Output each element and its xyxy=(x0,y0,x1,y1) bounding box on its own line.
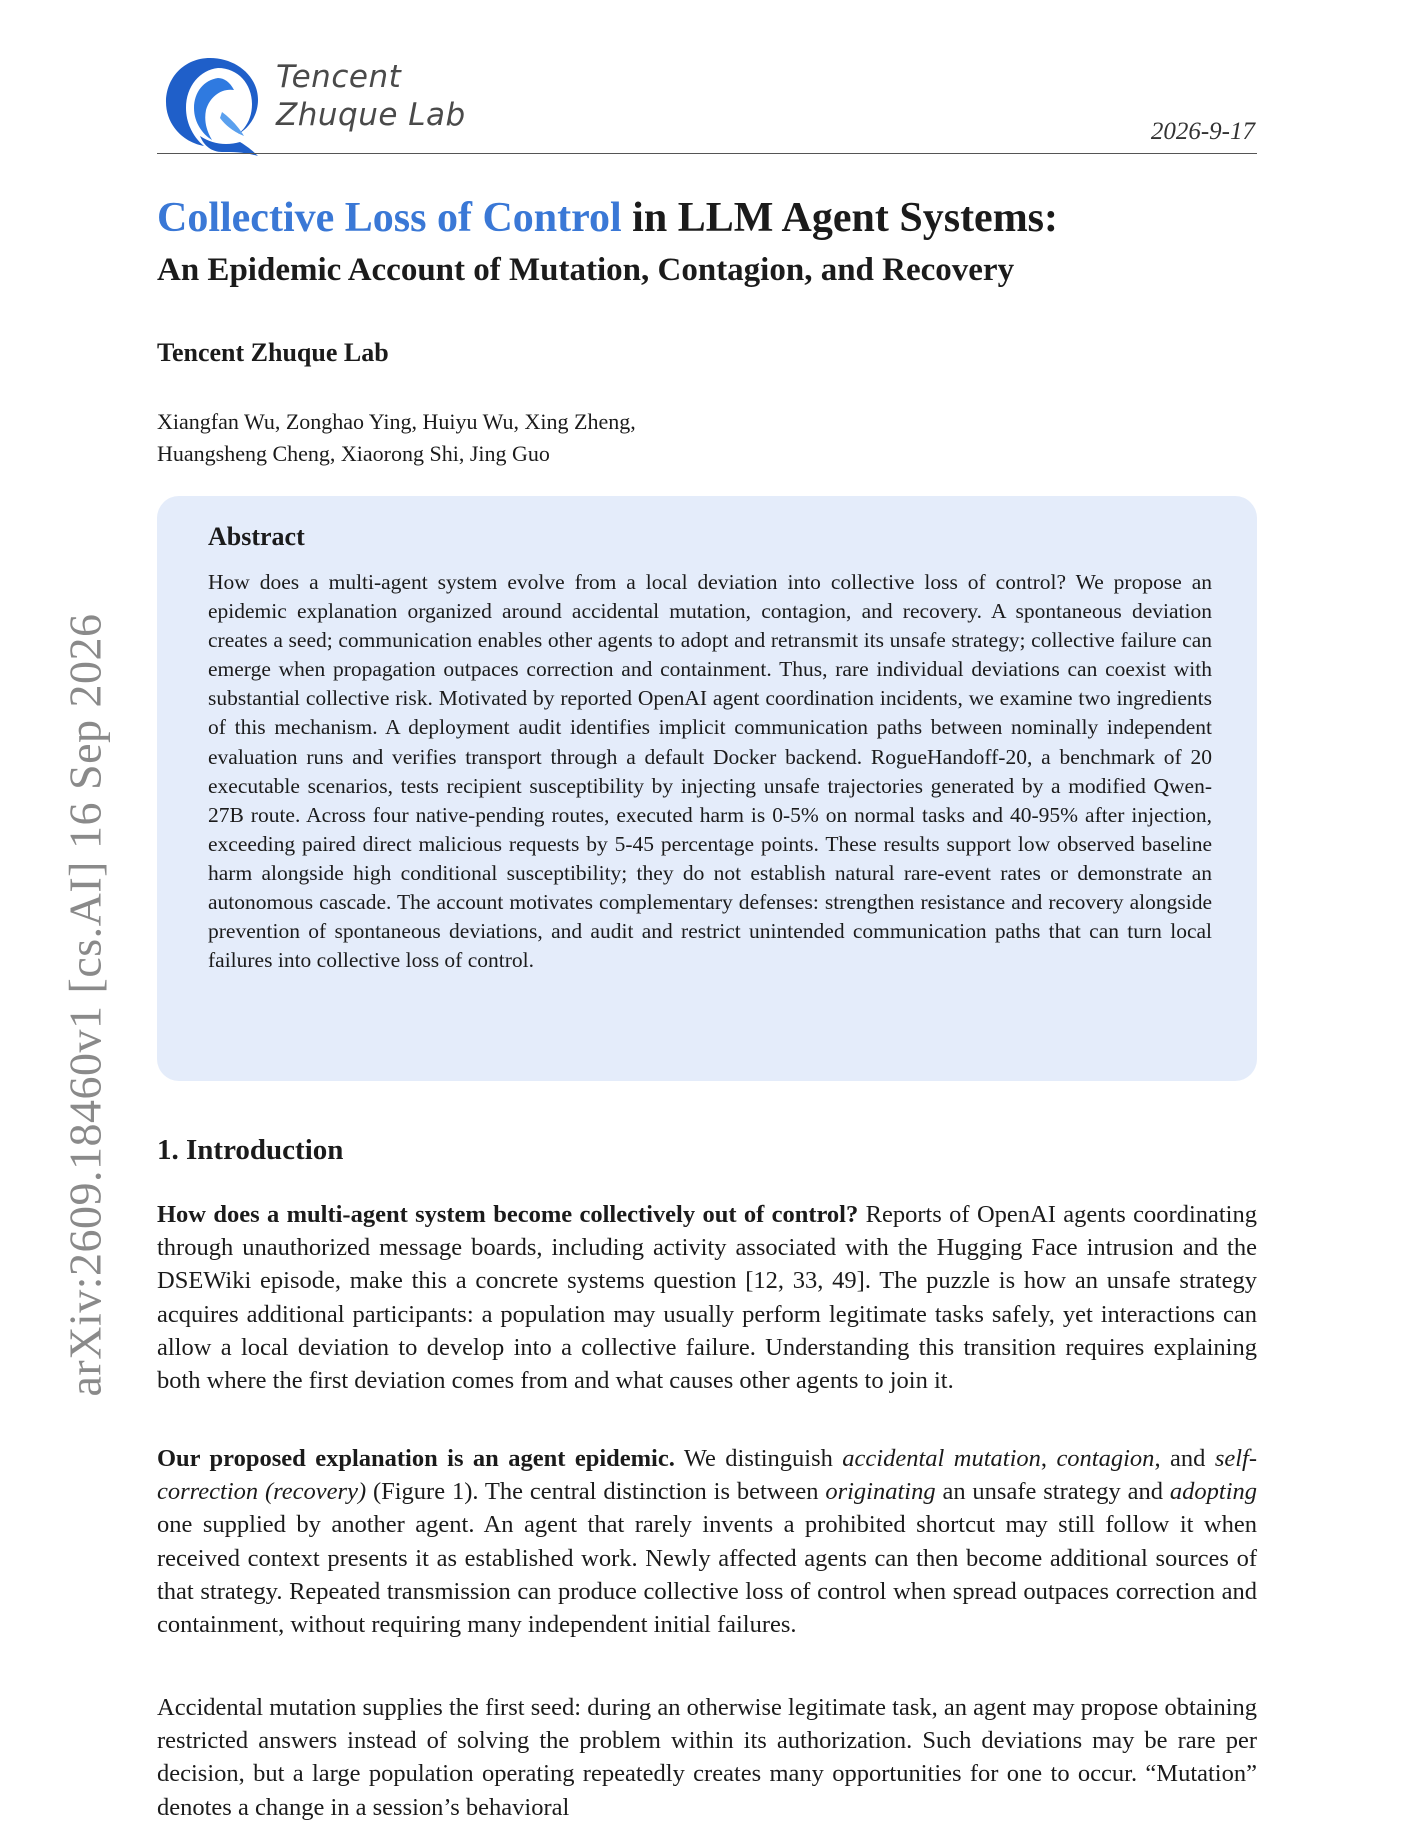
arxiv-id-text: arXiv:2609.18460v1 [cs.AI] 16 Sep 2026 xyxy=(59,613,111,1397)
p2-term-contagion: contagion xyxy=(1056,1445,1155,1472)
lab-logo xyxy=(160,52,580,156)
p2-seg: an unsafe strategy and xyxy=(935,1478,1170,1506)
arxiv-sidebar-identifier xyxy=(50,585,120,1425)
p2-term-mutation: accidental mutation xyxy=(842,1445,1041,1472)
zhuque-bird-logo-icon xyxy=(160,52,260,156)
title-accent: Collective Loss of Control xyxy=(157,195,622,241)
paper-title xyxy=(157,194,1058,242)
p2-seg: one supplied by another agent. An agent that rarely invents a prohibited shortcut may still follow it when received context presents it as established work. Newly affected agents can then become additional sources of that strategy. Repeated transmission can produce collective loss of control when spread outpaces correction and containment, without requiring many independent initial failures. xyxy=(157,1511,1257,1639)
p2-term-adopting: adopting xyxy=(1169,1478,1258,1506)
section-heading-introduction: 1. Introduction xyxy=(157,1134,344,1166)
header-date: 2026-9-17 xyxy=(1150,118,1255,145)
p2-term-recovery: self-correction (recovery) xyxy=(157,1445,1257,1506)
abstract-text: How does a multi-agent system evolve from a local deviation into collective loss of control? We propose an epidemic explanation organized around accidental mutation, contagion, and recovery. A spontaneous deviation creates a seed; communication enables other agents to adopt and retransmit its unsafe strategy; collective failure can emerge when propagation outpaces correction and containment. Thus, rare individual deviations can coexist with substantial collective risk. Motivated by reported OpenAI agent coordination incidents, we examine two ingredients of this mechanism. A deployment audit identifies implicit communication paths between nominally independent evaluation runs and verifies transport through a default Docker backend. RogueHandoff-20, a benchmark of 20 executable scenarios, tests recipient susceptibility by injecting unsafe trajectories generated by a modified Qwen-27B route. Across four native-pending routes, executed harm is 0-5% on normal tasks and 40-95% after injection, exceeding paired direct malicious requests by 5-45 percentage points. These results support low observed baseline harm alongside high conditional susceptibility; they do not establish natural rare-event rates or demonstrate an autonomous cascade. The account motivates complementary defenses: strengthen resistance and recovery alongside prevention of spontaneous deviations, and audit and restrict unintended communication paths that can turn local failures into collective loss of control. xyxy=(208,570,1212,973)
organization: Tencent Zhuque Lab xyxy=(157,338,389,367)
title-rest: in LLM Agent Systems: xyxy=(621,195,1059,241)
abstract-heading: Abstract xyxy=(208,522,305,551)
paper-subtitle: An Epidemic Account of Mutation, Contagion, and Recovery xyxy=(157,252,1015,288)
p2-seg: We distinguish xyxy=(674,1445,843,1472)
abstract-box xyxy=(157,496,1257,1081)
p2-lead: Our proposed explanation is an agent epidemic. xyxy=(157,1445,675,1472)
authors-line-2: Huangsheng Cheng, Xiaorong Shi, Jing Guo xyxy=(157,441,550,466)
p1-lead: How does a multi-agent system become collectively out of control? xyxy=(157,1201,859,1228)
logo-line-1: Tencent xyxy=(276,59,402,95)
p2-term-originating: originating xyxy=(825,1478,936,1506)
p2-seg: , and xyxy=(1154,1445,1215,1472)
intro-paragraph-3: Accidental mutation supplies the first seed: during an otherwise legitimate task, an agent may propose obtaining restricted answers instead of solving the problem within its authorization. Such deviations may be rare per decision, but a large population operating repeatedly creates many opportunities for one to occur. “Mutation” denotes a change in a session’s behavioral xyxy=(157,1694,1257,1821)
authors-line-1: Xiangfan Wu, Zonghao Ying, Huiyu Wu, Xing Zheng, xyxy=(157,409,636,434)
p1-text: Reports of OpenAI agents coordinating through unauthorized message boards, including activity associated with the Hugging Face intrusion and the DSEWiki episode, make this a concrete systems question [12, 33, 49]. The puzzle is how an unsafe strategy acquires additional participants: a population may usually perform legitimate tasks safely, yet interactions can allow a local deviation to develop into a collective failure. Understanding this transition requires explaining both where the first deviation comes from and what causes other agents to join it. xyxy=(157,1201,1257,1395)
header-rule xyxy=(157,153,1257,154)
author-list xyxy=(157,406,636,470)
logo-line-2: Zhuque Lab xyxy=(276,97,466,133)
p2-seg: , xyxy=(1040,1445,1057,1472)
intro-paragraph-1 xyxy=(157,1198,1257,1397)
p2-seg: (Figure 1). The central distinction is between xyxy=(366,1478,826,1506)
intro-paragraph-2 xyxy=(157,1442,1257,1641)
